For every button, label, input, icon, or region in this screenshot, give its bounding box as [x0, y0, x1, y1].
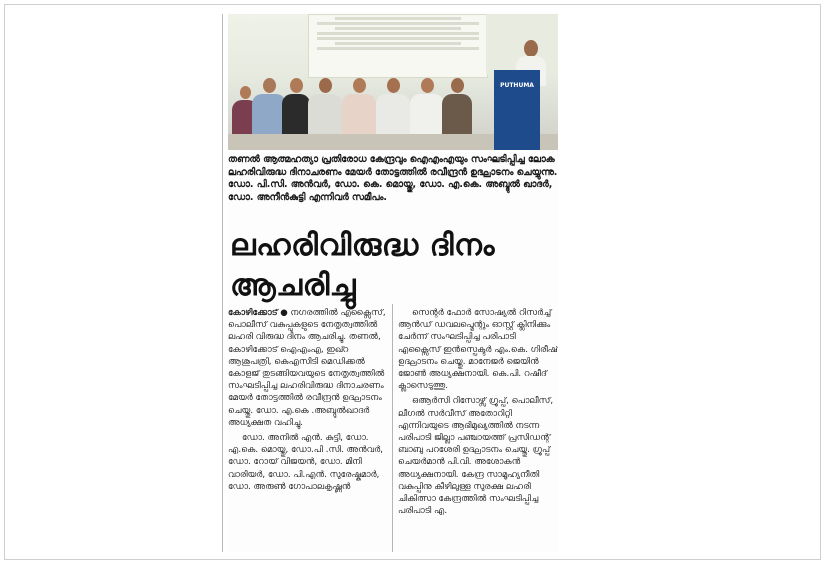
article-column-right — [398, 307, 558, 520]
paragraph: ഡോ. അനിൽ എൻ. കുട്ടി, ഡോ. എ.കെ. മൊയ്തു, ഡോ.പി .സി. അൻവർ, ഡോ. റോയ് വിജയൻ, ഡോ. മിനി വാരിയർ, ഡോ. പി.എൻ. സുരേഷ്കുമാർ, ഡോ. അരുൺ ഗോപാലകൃഷ്ണൻ — [228, 433, 383, 492]
seated-person — [410, 78, 444, 138]
paragraph: ഒആർസി റിസോഴ്സ് ഗ്രൂപ്പ്, പൊലീസ്, ലീഗൽ സർവീസ് അതോറിറ്റി എന്നിവയുടെ ആഭിമുഖ്യത്തിൽ നടന്ന പരിപാടി ജില്ലാ പഞ്ചായത്ത് പ്രസിഡന്റ് ബാബു പറശേരി ഉദ്ഘാടനം ചെയ്തു. ഗ്രൂപ്പ് ചെയർമാൻ പി.വി. അശോകൻ അധ്യക്ഷനായി. കേന്ദ്ര സാമൂഹ്യനീതി വകുപ്പിനു കീഴിലുള്ള സുരക്ഷ ലഹരി ചികിത്സാ കേന്ദ്രത്തിൽ സംഘടിപ്പിച്ച പരിപാടി എ. — [398, 396, 554, 517]
headline — [230, 226, 556, 306]
stage-banner — [308, 14, 488, 78]
margin-rule — [222, 14, 223, 552]
paragraph: നഗരത്തിൽ എക്സൈസ്, പൊലീസ് വകുപ്പുകളുടെ നേതൃത്വത്തിൽ ലഹരി വിരുദ്ധ ദിനം ആചരിച്ചു. തണൽ, കോഴിക്കോട് ഐഎംഎ, ഇഖ്റ ആശുപത്രി, കെഎസിടി മെഡിക്കൽ കോളജ് തുടങ്ങിയവയുടെ നേതൃത്വത്തിൽ സംഘടിപ്പിച്ച ലഹരിവിരുദ്ധ ദിനാചരണം മേയർ തോട്ടത്തിൽ രവീന്ദ്രൻ ഉദ്ഘാടനം ചെയ്തു. ഡോ. എ.കെ .അബ്ദുൽഖാദർ അധ്യക്ഷത വഹിച്ചു. — [228, 308, 386, 428]
dateline: കോഴിക്കോട് — [228, 308, 278, 318]
seated-person — [342, 78, 376, 138]
headline-line-1: ലഹരിവിരുദ്ധ ദിനം — [230, 228, 495, 263]
headline-line-2: ആചരിച്ചു — [230, 268, 357, 303]
article-column-left: കോഴിക്കോട് ● നഗരത്തിൽ എക്സൈസ്, പൊലീസ് വകുപ്പുകളുടെ നേതൃത്വത്തിൽ ലഹരി വിരുദ്ധ ദിനം ആചരിച്ചു. തണൽ, കോഴിക്കോട് ഐഎംഎ, ഇഖ്റ ആശുപത്രി, കെഎസിടി മെഡിക്കൽ കോളജ് തുടങ്ങിയവയുടെ നേതൃത്വത്തിൽ സംഘടിപ്പിച്ച ലഹരിവിരുദ്ധ ദിനാചരണം മേയർ തോട്ടത്തിൽ രവീന്ദ്രൻ ഉദ്ഘാടനം ചെയ്തു. ഡോ. എ.കെ .അബ്ദുൽഖാദർ അധ്യക്ഷത വഹിച്ചു. ഡോ. അനിൽ എൻ. കുട്ടി, ഡോ. എ.കെ. മൊയ്തു, ഡോ.പി .സി. അൻവർ, ഡോ. റോയ് വിജയൻ, ഡോ. മിനി വാരിയർ, ഡോ. പി.എൻ. സുരേഷ്കുമാർ, ഡോ. അരുൺ ഗോപാലകൃഷ്ണൻ — [228, 307, 388, 496]
seated-person — [442, 78, 472, 138]
paragraph: സെന്റർ ഫോർ സോഷ്യൽ റിസർച്ച് ആൻഡ് ഡവലപ്മെന്റും ഓസ്റ്റ് ക്ലിനിക്കും ചേർന്ന് സംഘടിപ്പിച്ച പരിപാടി എക്സൈസ് ഇൻസ്പെക്ടർ എം.കെ. ഗിരീഷ് ഉദ്ഘാടനം ചെയ്തു. മാനേജർ ജെയിൻ ജോൺ അധ്യക്ഷനായി. കെ.പി. റഷീദ് ക്ലാസെടുത്തു. — [398, 308, 558, 392]
podium-label: PUTHUMA — [500, 82, 534, 89]
newspaper-clipping — [228, 12, 558, 552]
seated-person — [308, 78, 342, 138]
speaker — [524, 40, 538, 57]
event-photo — [228, 14, 558, 150]
photo-caption: തണൽ ആത്മഹത്യാ പ്രതിരോധ കേന്ദ്രവും ഐഎംഎയും സംഘടിപ്പിച്ച ലോക ലഹരിവിരുദ്ധ ദിനാചരണം മേയർ തോട്ടത്തിൽ രവീന്ദ്രൻ ഉദ്ഘാടനം ചെയ്യുന്നു. ഡോ. പി.സി. അൻവർ, ഡോ. കെ. മൊയ്തു, ഡോ. എ.കെ. അബ്ദുൽ ഖാദർ, ഡോ. അനീൻകുട്ടി എന്നിവർ സമീപം. — [228, 154, 558, 203]
seated-person — [252, 78, 286, 138]
seated-person — [376, 78, 410, 138]
column-divider — [392, 304, 393, 552]
seated-person — [282, 78, 310, 138]
